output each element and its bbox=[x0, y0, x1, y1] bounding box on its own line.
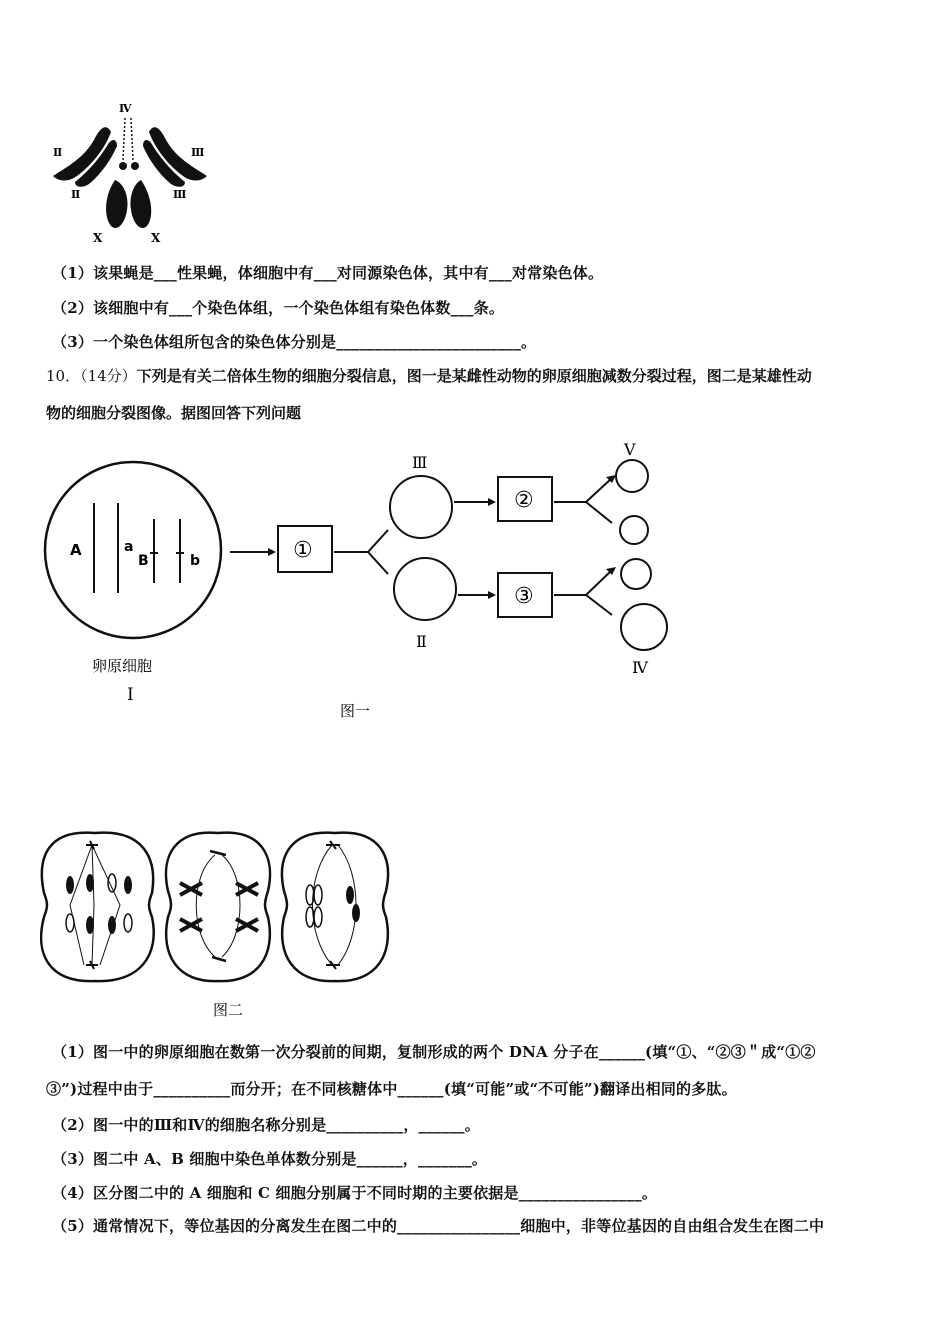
cell-C bbox=[282, 833, 388, 982]
label-V: Ⅴ bbox=[624, 440, 636, 459]
step-1: ① bbox=[293, 538, 313, 563]
cell-label-I: Ⅰ bbox=[127, 685, 134, 705]
label-IV: Ⅳ bbox=[632, 658, 648, 677]
q10-sub1-line1: （1）图一中的卵原细胞在数第一次分裂前的间期，复制形成的两个 DNA 分子在______(填“①、“②③＂成“①② bbox=[52, 1043, 816, 1061]
q9-sub3: （3）一个染色体组所包含的染色体分别是________________________。 bbox=[52, 333, 537, 351]
q10-sub2: （2）图一中的Ⅲ和Ⅳ的细胞名称分别是__________，______。 bbox=[52, 1116, 480, 1134]
chromosome-label-x-left: X bbox=[93, 231, 103, 245]
step-2: ② bbox=[514, 488, 534, 513]
label-II: Ⅱ bbox=[416, 632, 427, 651]
chromosome-figure bbox=[45, 98, 215, 248]
figure1-caption: 图一 bbox=[340, 702, 371, 720]
chromosome-label-iii-lower: Ⅲ bbox=[173, 188, 187, 201]
chromosome-label-ii-left: Ⅱ bbox=[53, 146, 63, 159]
figure2-caption: 图二 bbox=[213, 1001, 244, 1019]
q10-stem-line2 bbox=[46, 402, 301, 423]
chromosome-label-iv: Ⅳ bbox=[119, 102, 132, 115]
chromosome-label-x-right: X bbox=[151, 231, 161, 245]
q10-stem-text-2: 物的细胞分裂图像。据图回答下列问题 bbox=[46, 404, 302, 422]
q10-sub5: （5）通常情况下，等位基因的分离发生在图二中的________________细胞中，非等位基因的自由组合发生在图二中 bbox=[52, 1217, 825, 1235]
gene-b: b bbox=[190, 553, 201, 569]
q10-stem-text: 下列是有关二倍体生物的细胞分裂信息，图一是某雌性动物的卵原细胞减数分裂过程，图二是某雄性动 bbox=[136, 367, 812, 385]
cell-B bbox=[166, 833, 270, 982]
cell-name: 卵原细胞 bbox=[92, 657, 153, 675]
figure2 bbox=[40, 825, 400, 1025]
label-III: Ⅲ bbox=[412, 453, 428, 472]
q9-sub2: （2）该细胞中有___个染色体组，一个染色体组有染色体数___条。 bbox=[52, 299, 505, 317]
q10-number: 10．（14分） bbox=[46, 367, 137, 385]
q9-sub1: （1）该果蝇是___性果蝇，体细胞中有___对同源染色体，其中有___对常染色体。 bbox=[52, 264, 604, 282]
gene-a: a bbox=[124, 539, 134, 555]
step-3: ③ bbox=[514, 584, 534, 609]
q10-stem-line1 bbox=[46, 365, 812, 386]
q10-sub4: （4）区分图二中的 A 细胞和 C 细胞分别属于不同时期的主要依据是________________。 bbox=[52, 1184, 658, 1202]
chromosome-label-iii-right: Ⅲ bbox=[191, 146, 205, 159]
gene-B: B bbox=[138, 553, 149, 569]
q10-sub3: （3）图二中 A、B 细胞中染色单体数分别是______，_______。 bbox=[52, 1150, 488, 1168]
q10-sub1-line2: ③”)过程中由于__________而分开；在不同核糖体中______(填“可能”或“不可能”)翻译出相同的多肽。 bbox=[46, 1080, 737, 1098]
cell-A bbox=[41, 833, 154, 982]
chromosome-label-ii-lower: Ⅱ bbox=[71, 188, 81, 201]
gene-A: A bbox=[70, 541, 82, 559]
figure1 bbox=[40, 435, 690, 725]
